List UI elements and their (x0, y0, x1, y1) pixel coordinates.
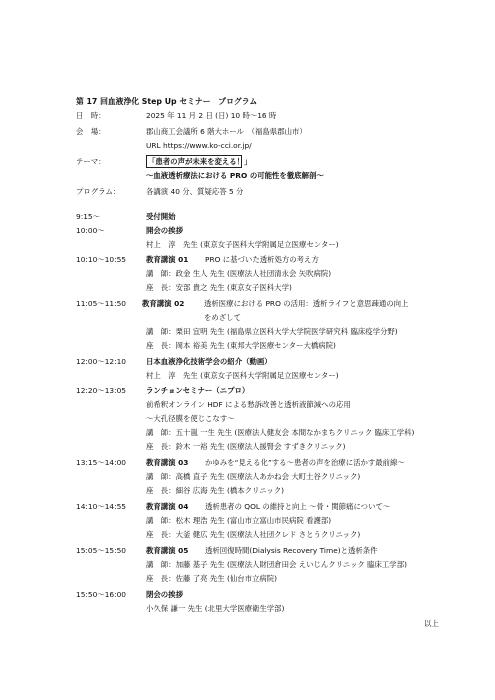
session-title: 教育講演 02 (142, 299, 185, 308)
end-mark: 以上 (424, 619, 439, 628)
session-title: 教育講演 05 (146, 546, 189, 555)
session-lecturer: 講 師：松木 理浩 先生 (富山市立富山市民病院 看護部) (146, 516, 332, 525)
theme-sub: ～血液透析療法における PRO の可能性を徹底解剖～ (146, 171, 324, 180)
session-lecturer: 講 師：高橋 直子 先生 (医療法人あかね会 大町土谷クリニック) (146, 472, 361, 481)
session-lecturer: 講 師：五十嵐 一生 先生 (医療法人健友会 本間なかまちクリニック 臨床工学科) (146, 428, 415, 437)
venue-value: 郡山商工会議所 6 階大ホール （福島県郡山市） (146, 127, 307, 136)
venue-url: URL https://www.ko-cci.or.jp/ (146, 141, 252, 150)
session-lecturer: 講 師：栗田 宜明 先生 (福島県立医科大学大学院医学研究科 臨床疫学分野) (146, 327, 398, 336)
session-person: 村上 淳 先生 (東京女子医科大学附属足立医療センター) (146, 240, 339, 249)
session-title: ランチョンセミナー（ニプロ） (146, 386, 250, 395)
session-topic: PRO に基づいた透析処方の考え方 (205, 255, 319, 264)
theme-main: 「患者の声が未来を変える！」 (148, 157, 252, 166)
session-title: 教育講演 01 (146, 255, 189, 264)
session-chair: 座 長：大釜 健広 先生 (医療法人社団クレド さとうクリニック) (146, 530, 361, 539)
schedule-time: 14:10～14:55 (76, 502, 126, 511)
date-value: 2025 年 11 月 2 日 (日) 10 時～16 時 (146, 111, 277, 120)
session-topic-cont: をめざして (204, 313, 241, 322)
session-title: 開会の挨拶 (146, 226, 183, 235)
schedule-time: 15:05～15:50 (76, 546, 126, 555)
session-chair: 座 長：鈴木 一裕 先生 (医療法人援腎会 すずきクリニック) (146, 442, 346, 451)
session-chair: 座 長：安部 貴之 先生 (東京女子医科大学) (146, 283, 292, 292)
document-title: 第 17 回血液浄化 Step Up セミナー プログラム (76, 97, 258, 106)
session-topic: 前希釈オンライン HDF による愁訴改善と透析液節減への応用 (146, 400, 351, 409)
session-chair: 座 長：岡本 裕美 先生 (東邦大学医療センター大橋病院) (146, 341, 336, 350)
session-title: 受付開始 (146, 212, 176, 221)
session-lecturer: 講 師：加藤 基子 先生 (医療法人財団倉田会 えいじんクリニック 臨床工学部) (146, 560, 407, 569)
session-title: 閉会の挨拶 (146, 590, 183, 599)
session-topic: 透析患者の QOL の維持と向上 ～骨・関節痛について～ (205, 502, 391, 511)
session-chair: 座 長：佐藤 了亮 先生 (仙台市立病院) (146, 574, 278, 583)
schedule-time: 9:15～ (76, 212, 100, 221)
session-lecturer: 講 師：政金 生人 先生 (医療法人社団清永会 矢吹病院) (146, 269, 332, 278)
session-title: 日本血液浄化技術学会の紹介（動画） (146, 357, 272, 366)
schedule-time: 10:00～ (76, 226, 105, 235)
schedule-time: 10:10～10:55 (76, 255, 126, 264)
schedule-time: 12:00～12:10 (76, 357, 126, 366)
session-person: 小久保 謙一 先生 (北里大学医療衛生学部) (146, 604, 285, 613)
schedule-time: 15:50～16:00 (76, 590, 126, 599)
session-title: 教育講演 04 (146, 502, 189, 511)
program-label: プログラム： (76, 187, 121, 196)
session-title: 教育講演 03 (146, 458, 189, 467)
venue-label: 会 場： (76, 127, 106, 136)
program-value: 各講演 40 分、質疑応答 5 分 (146, 187, 244, 196)
session-person: 村上 淳 先生 (東京女子医科大学附属足立医療センター) (146, 371, 339, 380)
date-label: 日 時： (76, 111, 106, 120)
session-topic: かゆみを“見える化”する～患者の声を治療に活かす最前線～ (205, 458, 405, 467)
schedule-time: 11:05～11:50 (76, 299, 126, 308)
schedule-time: 13:15～14:00 (76, 458, 126, 467)
session-chair: 座 長：細谷 広海 先生 (橋本クリニック) (146, 486, 285, 495)
schedule-time: 12:20～13:05 (76, 386, 126, 395)
session-topic: 透析回復時間(Dialysis Recovery Time)と透析条件 (205, 546, 378, 555)
session-topic-cont: ～大孔径膜を使じこなす～ (146, 414, 235, 423)
theme-label: テーマ： (76, 157, 106, 166)
session-topic: 透析医療における PRO の活用：透析ライフと意思疎通の向上 (204, 299, 409, 308)
